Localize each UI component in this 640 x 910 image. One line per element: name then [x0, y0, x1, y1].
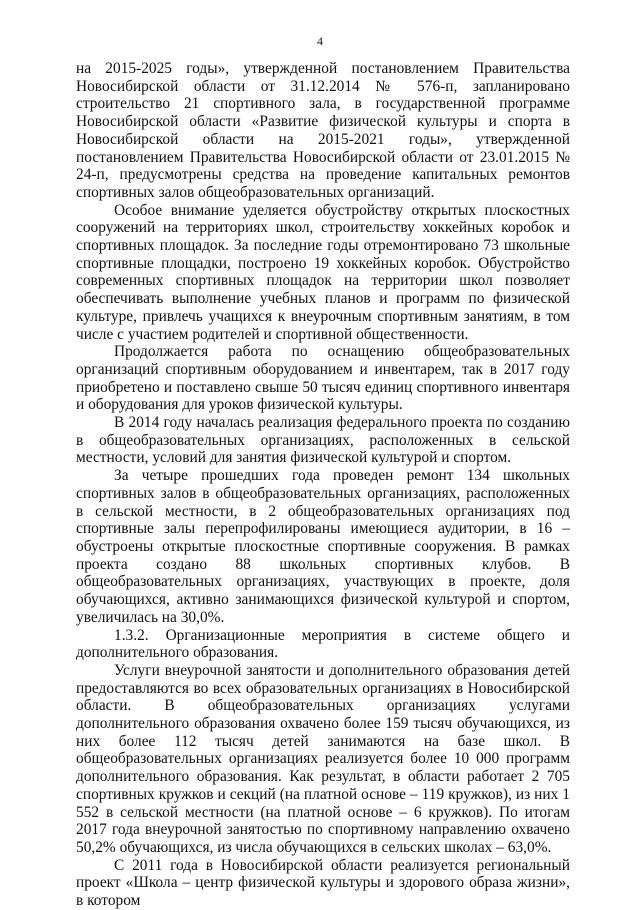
paragraph-8: С 2011 года в Новосибирской области реализуется региональный проект «Школа – центр физической культуры и здорового образа жизни», в котором [76, 856, 570, 910]
paragraph-5: За четыре прошедших года проведен ремонт 134 школьных спортивных залов в общеобразовательных организациях, расположенных в сельской местности, в 2 общеобразовательных организациях под спортивные залы перепрофилированы имеющиеся аудитории, в 16 – обустроены открытые плоскостные спортивные сооружения. В рамках проекта создано 88 школьных спортивных клубов. В общеобразовательных организациях, участвующих в проекте, доля обучающихся, активно занимающихся физической культурой и спортом, увеличилась на 30,0%. [76, 467, 570, 626]
section-heading-1-3-2: 1.3.2. Организационные мероприятия в системе общего и дополнительного образования. [76, 626, 570, 662]
paragraph-3: Продолжается работа по оснащению общеобразовательных организаций спортивным оборудованием и инвентарем, так в 2017 году приобретено и поставлено свыше 50 тысяч единиц спортивного инвентаря и оборудования для уроков физической культуры. [76, 343, 570, 414]
body-text [76, 60, 570, 910]
page-number: 4 [317, 34, 323, 48]
paragraph-7: Услуги внеурочной занятости и дополнительного образования детей предоставляются во всех образовательных организациях в Новосибирской области. В общеобразовательных организациях услугами дополнительного образования охвачено более 159 тысяч обучающихся, из них более 112 тысяч детей занимаются на базе школ. В общеобразовательных организациях реализуется более 10 000 программ дополнительного образования. Как результат, в области работает 2 705 спортивных кружков и секций (на платной основе – 119 кружков), из них 1 552 в сельской местности (на платной основе – 6 кружков). По итогам 2017 года внеурочной занятостью по спортивному направлению охвачено 50,2% обучающихся, из числа обучающихся в сельских школах – 63,0%. [76, 661, 570, 856]
paragraph-2: Особое внимание уделяется обустройству открытых плоскостных сооружений на территориях школ, строительству хоккейных коробок и спортивных площадок. За последние годы отремонтировано 73 школьные спортивные площадки, построено 19 хоккейных коробок. Обустройство современных спортивных площадок на территории школ позволяет обеспечивать выполнение учебных планов и программ по физической культуре, привлечь учащихся к внеурочным спортивным занятиям, в том числе с участием родителей и спортивной общественности. [76, 201, 570, 343]
paragraph-1-continued: на 2015-2025 годы», утвержденной постановлением Правительства Новосибирской области от 31.12.2014 № 576-п, запланировано строительство 21 спортивного зала, в государственной программе Новосибирской области «Развитие физической культуры и спорта в Новосибирской области на 2015-2021 годы», утвержденной постановлением Правительства Новосибирской области от 23.01.2015 № 24-п, предусмотрены средства на проведение капитальных ремонтов спортивных залов общеобразовательных организаций. [76, 60, 570, 201]
paragraph-4: В 2014 году началась реализация федерального проекта по созданию в общеобразовательных организациях, расположенных в сельской местности, условий для занятия физической культурой и спортом. [76, 414, 570, 467]
